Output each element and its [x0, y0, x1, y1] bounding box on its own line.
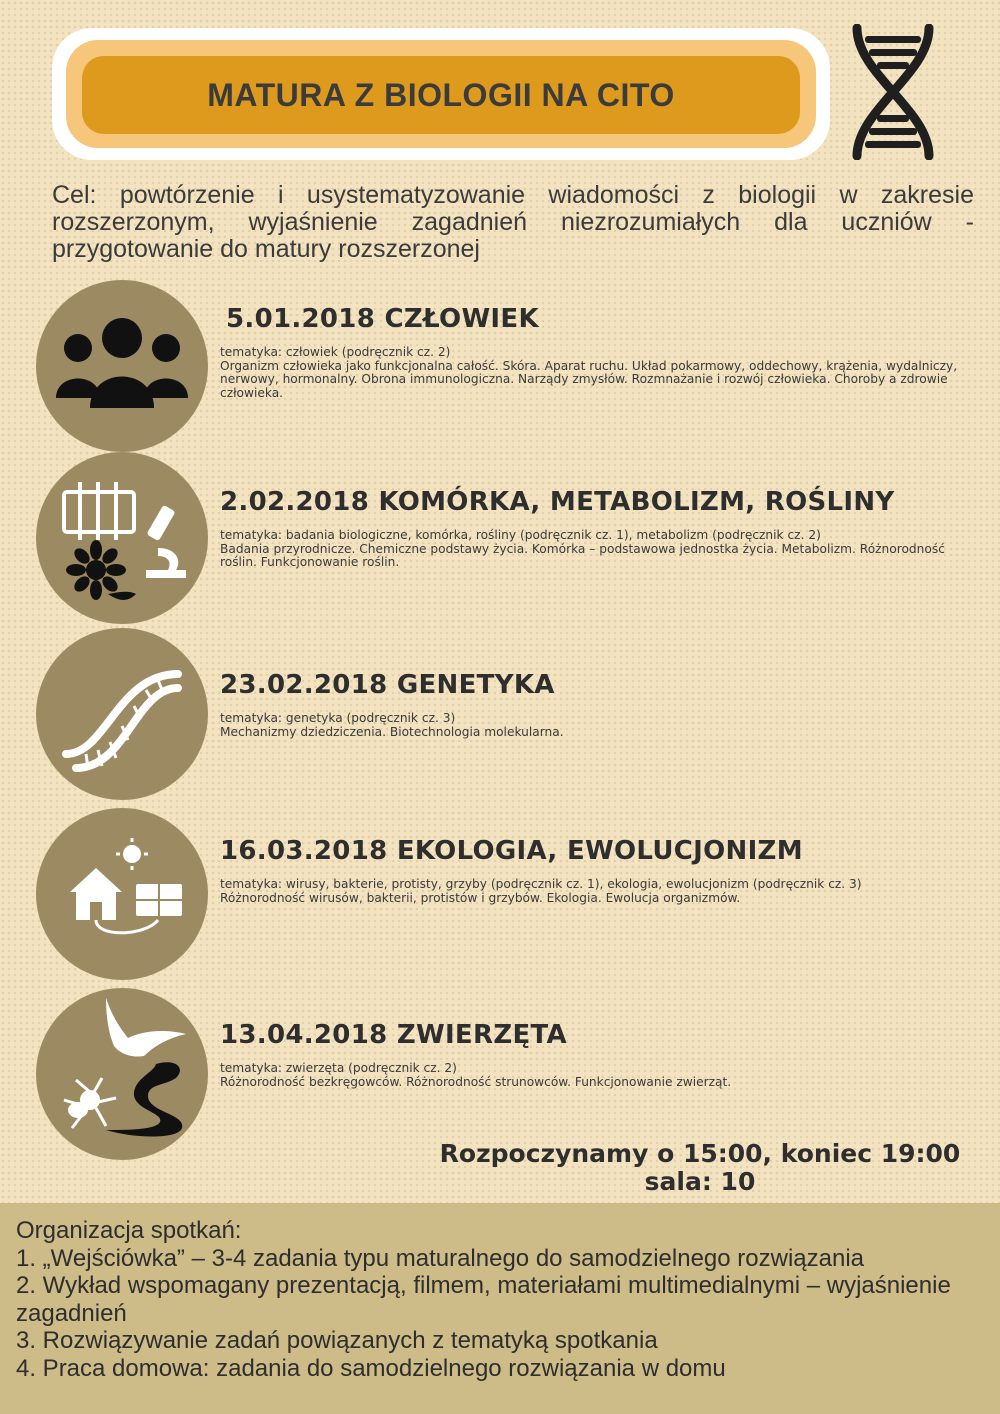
session-title: 13.04.2018 ZWIERZĘTA [220, 1020, 567, 1050]
session-details: Badania przyrodnicze. Chemiczne podstawy życia. Komórka – podstawowa jednostka życia. Metabolizm. Różnorodność roślin. Funkcjonowanie roślin. [220, 541, 945, 569]
session-details: Organizm człowieka jako funkcjonalna całość. Skóra. Aparat ruchu. Układ pokarmowy, oddechowy, krążenia, wydalniczy, nerwowy, hormonalny. Obrona immunologiczna. Narządy zmysłów. Rozmnażanie i rozwój człowieka. Choroby a zdrowie człowieka. [220, 358, 958, 400]
session-details: Różnorodność bezkręgowców. Różnorodność strunowców. Funkcjonowanie zwierząt. [220, 1074, 732, 1089]
session-2 [220, 487, 980, 570]
session-title: 16.03.2018 EKOLOGIA, EWOLUCJONIZM [220, 836, 803, 866]
organization-heading: Organizacja spotkań: [16, 1217, 242, 1244]
organization-item: 1. „Wejściówka” – 3-4 zadania typu maturalnego do samodzielnego rozwiązania [16, 1244, 865, 1272]
session-4 [220, 836, 980, 905]
organization-panel [0, 1203, 1000, 1414]
session-body [220, 1062, 980, 1089]
session-1 [220, 304, 980, 400]
session-topic: tematyka: człowiek (podręcznik cz. 2) [220, 345, 451, 359]
session-3 [220, 670, 980, 739]
schedule [420, 1140, 980, 1196]
session-body [220, 346, 980, 400]
animals-icon [36, 988, 208, 1160]
session-title: 5.01.2018 CZŁOWIEK [226, 304, 539, 334]
goal-text: Cel: powtórzenie i usystematyzowanie wiadomości z biologii w zakresie rozszerzonym, wyjaśnienie zagadnień niezrozumiałych dla uczniów - przygotowanie do matury rozszerzonej [52, 181, 974, 263]
session-topic: tematyka: badania biologiczne, komórka, rośliny (podręcznik cz. 1), metabolizm (podręcznik cz. 2) [220, 528, 821, 542]
session-topic: tematyka: zwierzęta (podręcznik cz. 2) [220, 1061, 457, 1075]
lab-microscope-flower-icon [36, 452, 208, 624]
page-title: MATURA Z BIOLOGII NA CITO [207, 76, 675, 113]
session-title: 23.02.2018 GENETYKA [220, 670, 555, 700]
title-band [82, 56, 800, 134]
session-body [220, 712, 980, 739]
people-icon [36, 280, 208, 452]
organization-item: 2. Wykład wspomagany prezentacją, filmem, materiałami multimedialnymi – wyjaśnienie zagadnień [16, 1272, 951, 1327]
session-body [220, 529, 980, 570]
schedule-time: Rozpoczynamy o 15:00, koniec 19:00 [439, 1139, 961, 1168]
session-details: Mechanizmy dziedziczenia. Biotechnologia molekularna. [220, 724, 564, 739]
schedule-room: sala: 10 [644, 1167, 756, 1196]
session-title: 2.02.2018 KOMÓRKA, METABOLIZM, ROŚLINY [220, 487, 895, 517]
dna-icon [845, 24, 941, 160]
session-body [220, 878, 980, 905]
dna-icon [36, 628, 208, 800]
session-topic: tematyka: wirusy, bakterie, protisty, grzyby (podręcznik cz. 1), ekologia, ewolucjonizm (podręcznik cz. 3) [220, 877, 862, 891]
organization-item: 3. Rozwiązywanie zadań powiązanych z tematyką spotkania [16, 1327, 658, 1354]
session-topic: tematyka: genetyka (podręcznik cz. 3) [220, 711, 456, 725]
session-5 [220, 1020, 980, 1089]
session-details: Różnorodność wirusów, bakterii, protistów i grzybów. Ekologia. Ewolucja organizmów. [220, 890, 741, 905]
eco-house-solar-icon [36, 808, 208, 980]
organization-item: 4. Praca domowa: zadania do samodzielnego rozwiązania w domu [16, 1354, 726, 1382]
